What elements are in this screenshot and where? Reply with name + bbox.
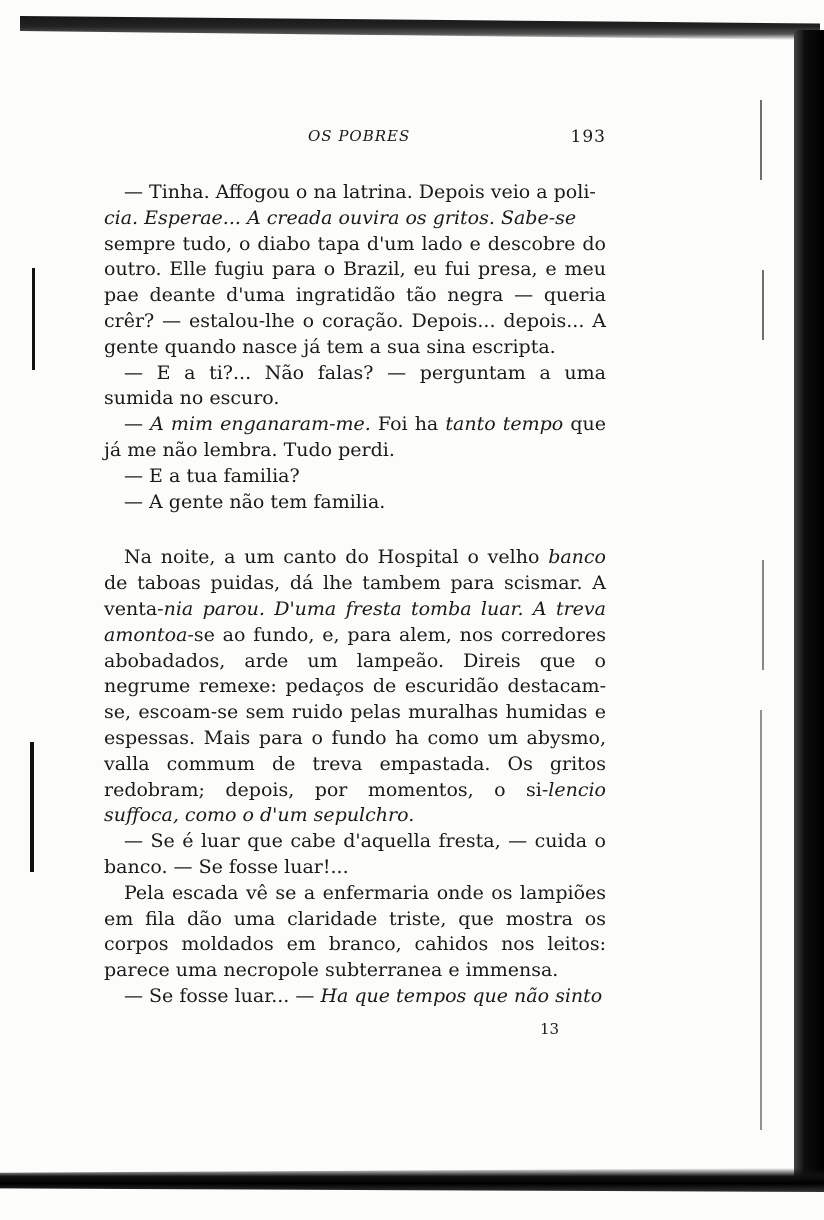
scan-shadow-right [794, 30, 824, 1190]
body-text [104, 180, 606, 1010]
italic-text: banco [548, 546, 606, 569]
signature-mark: 13 [540, 1020, 560, 1038]
paragraph [104, 232, 606, 361]
paragraph [104, 180, 606, 206]
paragraph [104, 984, 606, 1010]
paragraph [104, 464, 606, 490]
text-run: — A gente não tem familia. [124, 490, 386, 513]
text-run: de taboas puidas, dá lhe tambem para scismar. A venta- [104, 572, 606, 620]
paragraph [104, 545, 606, 829]
scan-mark [760, 710, 762, 1130]
scan-mark [32, 268, 35, 370]
running-title: OS POBRES [308, 127, 411, 145]
text-run: — Tinha. Affogou o na latrina. Depois veio a poli- [124, 181, 596, 203]
paragraph [104, 490, 606, 516]
text-run: Pela escada vê se a enfermaria onde os lampiões em fila dão uma claridade triste, que mostra os corpos moldados em branco, cahidos nos leitos: parece uma necropole subterranea e immensa. [104, 881, 606, 982]
scan-mark [762, 270, 764, 340]
paragraph [104, 829, 606, 881]
text-run: — E a ti?... Não falas? — perguntam a uma sumida no escuro. [104, 361, 606, 410]
paragraph [104, 412, 606, 464]
italic-text: nia parou. D'uma fresta tomba luar. A treva amontoa- [104, 597, 606, 646]
text-run: — Se fosse luar... — [124, 984, 321, 1007]
paragraph [104, 881, 606, 984]
text-run: — E a tua familia? [124, 464, 300, 487]
scan-shadow-bottom [0, 1168, 824, 1192]
paragraph [104, 361, 606, 413]
text-run: se ao fundo, e, para alem, nos corredores abobadados, arde um lampeão. Direis que o negrume remexe: pedaços de escuridão destacam-se, escoam-se sem ruido pelas muralhas humidas e espessas. Mais para o fundo ha como um abysmo, valla commum de treva empastada. Os gritos redobram; depois, por momentos, o si- [104, 623, 606, 801]
scan-mark [760, 100, 762, 180]
text-run: que já me não lembra. Tudo perdi. [104, 413, 607, 461]
paragraph-gap [104, 515, 606, 545]
paragraph [104, 206, 606, 232]
scan-mark [762, 560, 764, 670]
text-run: sempre tudo, o diabo tapa d'um lado e descobre do outro. Elle fugiu para o Brazil, eu fui presa, e meu pae deante d'uma ingratidão tão negra — queria crêr? — estalou-lhe o coração. Depois... depois... A gente quando nasce já tem a sua sina escripta. [104, 232, 606, 358]
text-run: Na noite, a um canto do Hospital o velho [124, 546, 549, 569]
scan-shadow-top [20, 10, 820, 40]
page-number: 193 [570, 127, 606, 147]
text-run: — Se é luar que cabe d'aquella fresta, — cuida o banco. — Se fosse luar!... [104, 830, 606, 878]
scan-mark [30, 742, 34, 872]
text-run: Foi ha [370, 413, 446, 436]
italic-text: Ha que tempos que não sinto [320, 984, 603, 1007]
italic-text: — A mim enganaram-me. [124, 413, 371, 436]
italic-text: lencio suffoca, como o d'um sepulchro. [104, 778, 606, 827]
italic-text: cia. Esperae... A creada ouvira os gritos. Sabe-se [104, 206, 577, 229]
page-header [108, 127, 606, 151]
italic-text: tanto tempo [445, 413, 564, 436]
